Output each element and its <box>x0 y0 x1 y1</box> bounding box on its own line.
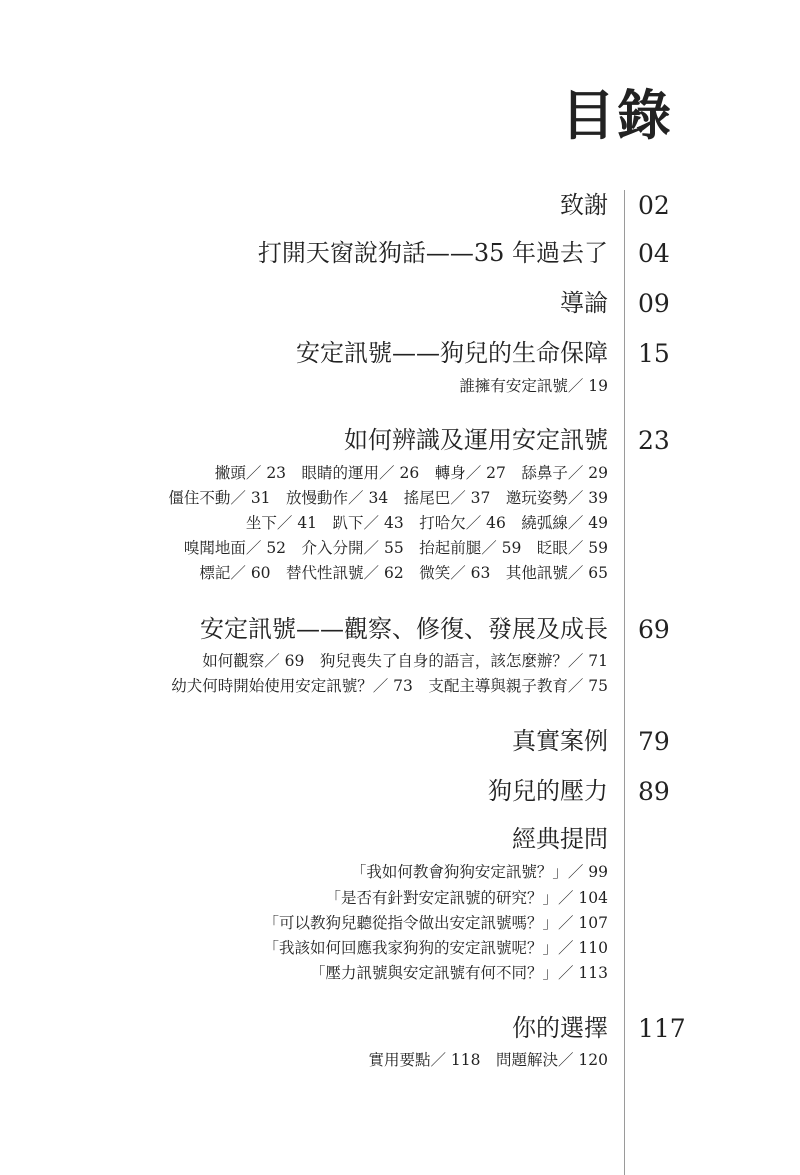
toc-subentry[interactable]: 撇頭／ 23 眼睛的運用／ 26 轉身／ 27 舔鼻子／ 29 <box>214 464 608 482</box>
toc-subentry[interactable]: 如何觀察／ 69 狗兒喪失了自身的語言，該怎麼辦？／ 71 <box>202 652 608 670</box>
toc-entry-chapter-life-guarantee[interactable]: 安定訊號——狗兒的生命保障 <box>296 339 608 367</box>
toc-page-number: 79 <box>638 727 670 756</box>
toc-subentry[interactable]: 幼犬何時開始使用安定訊號？／ 73 支配主導與親子教育／ 75 <box>171 677 608 695</box>
toc-entry-acknowledgements[interactable]: 致謝 <box>560 191 608 219</box>
page-title: 目錄 <box>561 83 673 147</box>
toc-entry-preface[interactable]: 打開天窗說狗話——35 年過去了 <box>257 239 608 267</box>
toc-entry-dog-stress[interactable]: 狗兒的壓力 <box>488 777 608 805</box>
toc-subentry[interactable]: 「可以教狗兒聽從指令做出安定訊號嗎？」／ 107 <box>263 914 608 932</box>
toc-subentry[interactable]: 嗅聞地面／ 52 介入分開／ 55 抬起前腿／ 59 眨眼／ 59 <box>183 539 608 557</box>
toc-entry-faq[interactable]: 經典提問 <box>512 825 608 853</box>
toc-page-number: 23 <box>638 426 670 455</box>
toc-page-number: 89 <box>638 777 670 806</box>
toc-page-number: 15 <box>638 339 670 368</box>
toc-subentry[interactable]: 坐下／ 41 趴下／ 43 打哈欠／ 46 繞弧線／ 49 <box>245 514 608 532</box>
toc-entry-chapter-observe[interactable]: 安定訊號——觀察、修復、發展及成長 <box>200 615 608 643</box>
toc-subentry[interactable]: 誰擁有安定訊號／ 19 <box>459 377 608 395</box>
toc-page-number: 02 <box>638 191 670 220</box>
toc-entry-case-studies[interactable]: 真實案例 <box>512 727 608 755</box>
toc-subentry[interactable]: 「是否有針對安定訊號的研究？」／ 104 <box>325 889 608 907</box>
toc-subentry[interactable]: 標記／ 60 替代性訊號／ 62 微笑／ 63 其他訊號／ 65 <box>199 564 608 582</box>
toc-subentry[interactable]: 「我如何教會狗狗安定訊號？」／ 99 <box>350 863 608 881</box>
toc-entry-your-choice[interactable]: 你的選擇 <box>512 1014 608 1042</box>
toc-page-number: 09 <box>638 289 670 318</box>
toc-entry-chapter-identify[interactable]: 如何辨識及運用安定訊號 <box>344 426 608 454</box>
divider-line <box>624 190 625 1175</box>
toc-subentry[interactable]: 「壓力訊號與安定訊號有何不同？」／ 113 <box>309 964 608 982</box>
toc-page-number: 117 <box>638 1014 686 1043</box>
toc-subentry[interactable]: 僵住不動／ 31 放慢動作／ 34 搖尾巴／ 37 邀玩姿勢／ 39 <box>168 489 608 507</box>
toc-subentry[interactable]: 實用要點／ 118 問題解決／ 120 <box>368 1051 608 1069</box>
toc-subentry[interactable]: 「我該如何回應我家狗狗的安定訊號呢？」／ 110 <box>263 939 608 957</box>
toc-page-number: 04 <box>638 239 670 268</box>
toc-page-number: 69 <box>638 615 670 644</box>
toc-entry-introduction[interactable]: 導論 <box>560 289 608 317</box>
